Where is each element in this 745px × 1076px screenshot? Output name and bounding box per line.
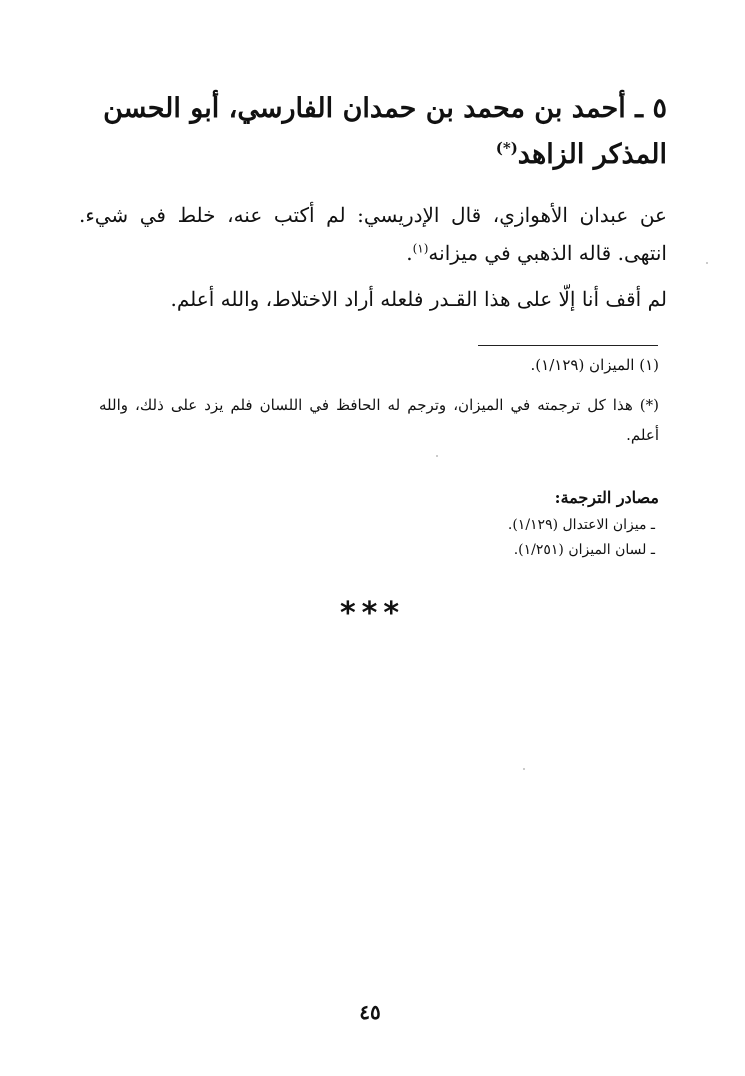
paragraph-1-end: . [406, 241, 413, 265]
footnote-star: (*) هذا كل ترجمته في الميزان، وترجم له الحافظ في اللسان فلم يزد على ذلك، والله أعلم. [99, 396, 659, 444]
footnote-ref-1: (١) [412, 241, 429, 256]
sources-title: مصادر الترجمة: [554, 488, 659, 507]
footnote-divider [478, 345, 658, 346]
entry-dash: ـ [635, 93, 644, 124]
body-paragraph-2: لم أقف أنا إلّا على هذا القـدر فلعله أراد الاختلاط، والله أعلم. [170, 287, 667, 311]
entry-title: أحمد بن محمد بن حمدان الفارسي، أبو الحسن المذكر الزاهد [103, 93, 667, 170]
scan-speck [436, 455, 438, 457]
source-item: ـ ميزان الاعتدال (١/١٢٩). [507, 517, 655, 533]
entry-heading [77, 86, 667, 178]
footnote-1: (١) الميزان (١/١٢٩). [530, 356, 659, 374]
body-paragraph-1 [79, 196, 667, 272]
entry-number: ٥ [652, 93, 667, 124]
paragraph-1-text: عن عبدان الأهوازي، قال الإدريسي: لم أكتب عنه، خلط في شيء. انتهى. قاله الذهبي في ميزانه [79, 203, 667, 265]
section-separator: *** [339, 596, 406, 631]
source-item: ـ لسان الميزان (١/٢٥١). [513, 542, 655, 558]
scan-speck [523, 768, 525, 770]
sources-list [255, 513, 655, 563]
scan-speck [706, 262, 708, 264]
page-number: ٤٥ [359, 1000, 381, 1024]
entry-note-marker: (*) [495, 139, 518, 157]
